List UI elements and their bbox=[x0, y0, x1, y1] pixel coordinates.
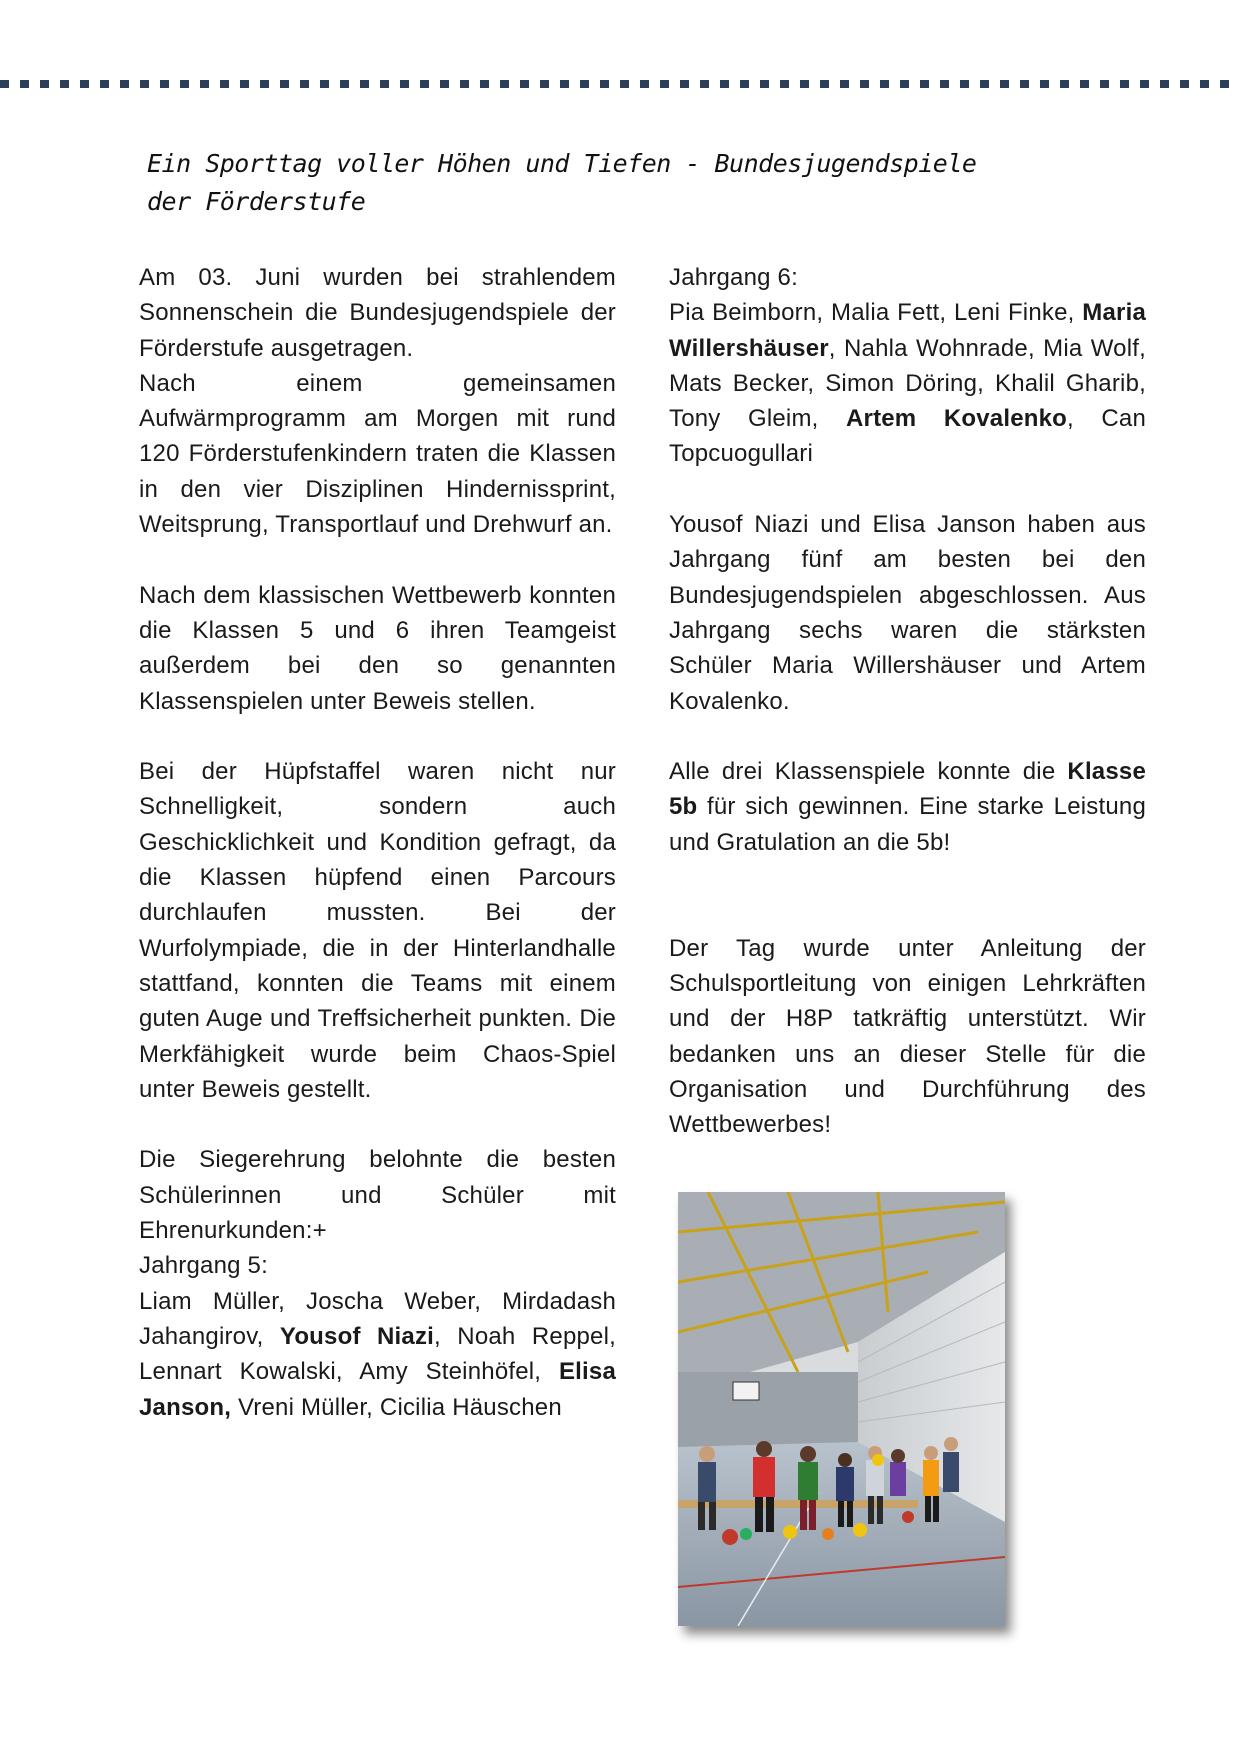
right-column bbox=[669, 260, 1146, 1142]
year5-label: Jahrgang 5: bbox=[139, 1252, 268, 1280]
sports-hall-photo bbox=[678, 1192, 1005, 1626]
page-title: Ein Sporttag voller Höhen und Tiefen - Bundesjugendspiele der Förderstufe bbox=[147, 149, 977, 216]
sports-hall-illustration bbox=[678, 1192, 1005, 1626]
dashed-top-border bbox=[0, 80, 1240, 88]
left-column bbox=[139, 260, 616, 1425]
class-games-paragraph: Nach dem klassischen Wettbewerb konnten die Klassen 5 und 6 ihren Teamgeist außerdem bei den so genannten Klassenspielen unter Beweis stellen. bbox=[139, 581, 616, 715]
class-winner-paragraph: Alle drei Klassenspiele konnte die Klasse 5b für sich gewinnen. Eine starke Leistung und Gratulation an die 5b! bbox=[669, 758, 1146, 856]
year6-names: Pia Beimborn, Malia Fett, Leni Finke, Maria Willershäuser, Nahla Wohnrade, Mia Wolf, Mats Becker, Simon Döring, Khalil Gharib, Tony Gleim, Artem Kovalenko, Can Topcuogullari bbox=[669, 299, 1146, 468]
intro-paragraph: Am 03. Juni wurden bei strahlendem Sonnenschein die Bundesjugendspiele der Förderstufe ausgetragen. bbox=[139, 264, 616, 362]
year5-names: Liam Müller, Joscha Weber, Mirdadash Jahangirov, Yousof Niazi, Noah Reppel, Lennart Kowalski, Amy Steinhöfel, Elisa Janson, Vreni Müller, Cicilia Häuschen bbox=[139, 1287, 616, 1421]
thanks-paragraph: Der Tag wurde unter Anleitung der Schulsportleitung von einigen Lehrkräften und der H8P tatkräftig unterstützt. Wir bedanken uns an dieser Stelle für die Organisation und Durchführung des Wettbewerbes! bbox=[669, 934, 1146, 1139]
awards-paragraph: Die Siegerehrung belohnte die besten Schülerinnen und Schüler mit Ehrenurkunden:+ bbox=[139, 1146, 616, 1245]
year6-label: Jahrgang 6: bbox=[669, 264, 798, 291]
games-detail-paragraph: Bei der Hüpfstaffel waren nicht nur Schnelligkeit, sondern auch Geschicklichkeit und Kondition gefragt, da die Klassen hüpfend einen Parcours durchlaufen mussten. Bei der Wurfolympiade, die in der Hinterlandhalle stattfand, konnten die Teams mit einem guten Auge und Treffsicherheit punkten. Die Merkfähigkeit wurde beim Chaos-Spiel unter Beweis gestellt. bbox=[139, 758, 616, 1103]
best-students-paragraph: Yousof Niazi und Elisa Janson haben aus Jahrgang fünf am besten bei den Bundesjugendspielen abgeschlossen. Aus Jahrgang sechs waren die stärksten Schüler Maria Willershäuser und Artem Kovalenko. bbox=[669, 511, 1146, 715]
warmup-paragraph: Nach einem gemeinsamen Aufwärmprogramm am Morgen mit rund 120 Förderstufenkindern traten die Klassen in den vier Disziplinen Hindernissprint, Weitsprung, Transportlauf und Drehwurf an. bbox=[139, 369, 616, 539]
